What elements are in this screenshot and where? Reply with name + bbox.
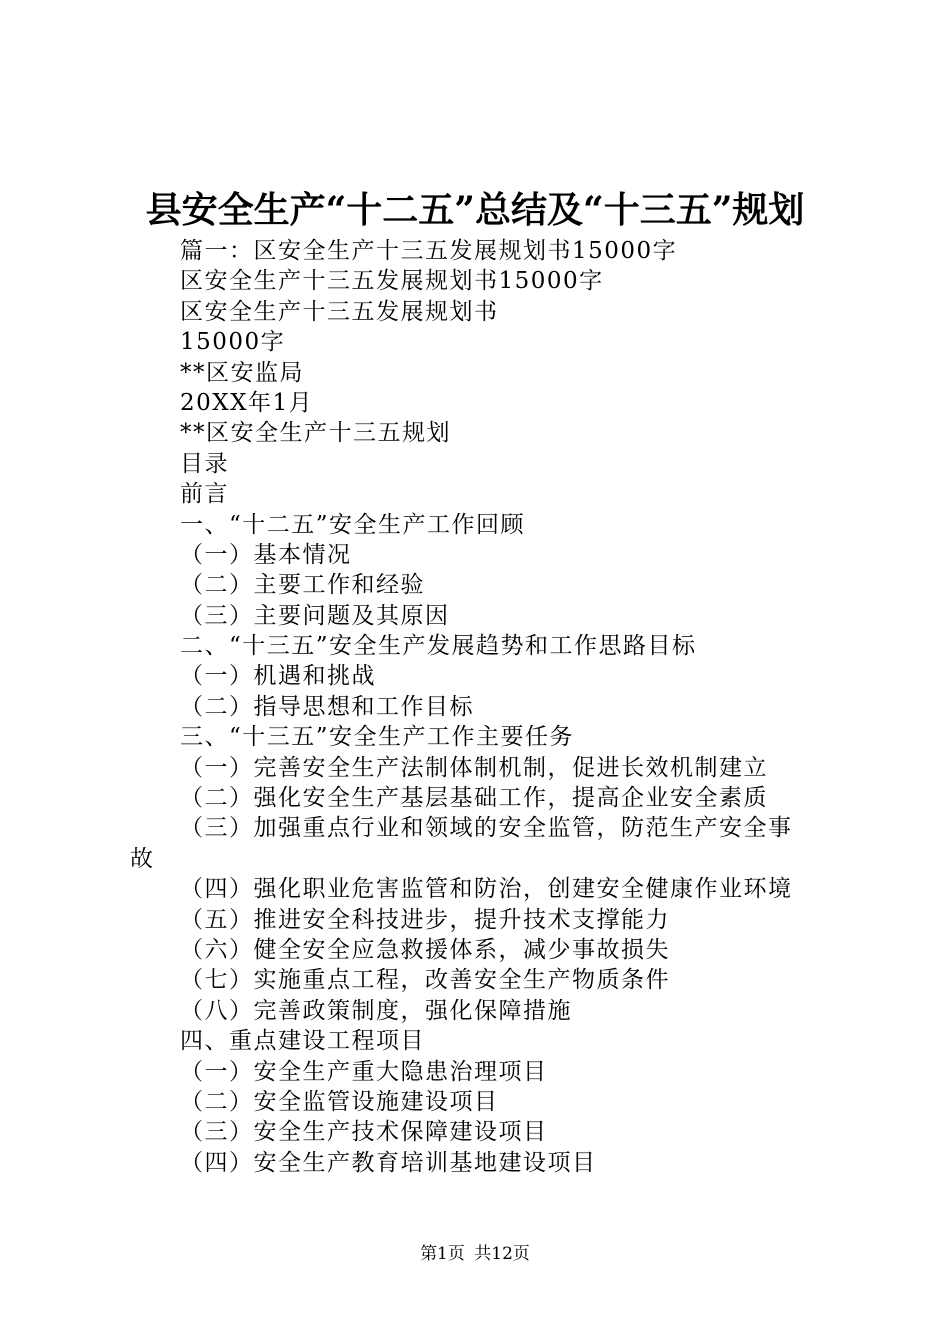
page-footer [0, 1242, 950, 1266]
text-line: （四）安全生产教育培训基地建设项目 [180, 1149, 597, 1176]
text-line: （五）推进安全科技进步，提升技术支撑能力 [180, 906, 670, 933]
text-line: 篇一：区安全生产十三五发展规划书15000字 [180, 238, 678, 264]
text-line: 二、“十三五”安全生产发展趋势和工作思路目标 [180, 633, 697, 660]
text-line: （二）强化安全生产基层基础工作，提高企业安全素质 [180, 785, 768, 812]
text-line: 故 [130, 845, 155, 872]
text-line: （一）安全生产重大隐患治理项目 [180, 1058, 548, 1085]
page-number: 第1页 [420, 1244, 465, 1264]
text-line: **区安全生产十三五规划 [180, 420, 451, 447]
document-title: 县安全生产“十二五”总结及“十三五”规划 [145, 189, 805, 231]
text-line: 一、“十二五”安全生产工作回顾 [180, 511, 526, 538]
text-line: 前言 [180, 481, 229, 508]
text-line: （二）指导思想和工作目标 [180, 693, 474, 720]
document-body [130, 236, 840, 1178]
text-line: 20XX年1月 [180, 389, 314, 416]
text-line: （三）主要问题及其原因 [180, 602, 450, 629]
text-line: （八）完善政策制度，强化保障措施 [180, 997, 572, 1024]
text-line: 四、重点建设工程项目 [180, 1028, 425, 1055]
text-line: （四）强化职业危害监管和防治，创建安全健康作业环境 [180, 876, 793, 903]
text-line: （一）机遇和挑战 [180, 663, 376, 690]
text-line: 三、“十三五”安全生产工作主要任务 [180, 724, 575, 751]
text-line: （三）安全生产技术保障建设项目 [180, 1119, 548, 1146]
text-line: （七）实施重点工程，改善安全生产物质条件 [180, 967, 670, 994]
text-line: **区安监局 [180, 359, 304, 386]
text-line: 目录 [180, 450, 229, 477]
text-line: （一）基本情况 [180, 541, 352, 568]
text-line: （二）安全监管设施建设项目 [180, 1088, 499, 1115]
text-line: 区安全生产十三五发展规划书 [180, 298, 499, 325]
page-total: 共12页 [474, 1244, 530, 1264]
text-line: （三）加强重点行业和领域的安全监管，防范生产安全事 [180, 815, 793, 842]
text-line: 15000字 [180, 329, 286, 356]
text-line: （一）完善安全生产法制体制机制，促进长效机制建立 [180, 754, 768, 781]
text-line: 区安全生产十三五发展规划书15000字 [180, 268, 604, 295]
text-line: （二）主要工作和经验 [180, 572, 425, 599]
text-line: （六）健全安全应急救援体系，减少事故损失 [180, 936, 670, 963]
